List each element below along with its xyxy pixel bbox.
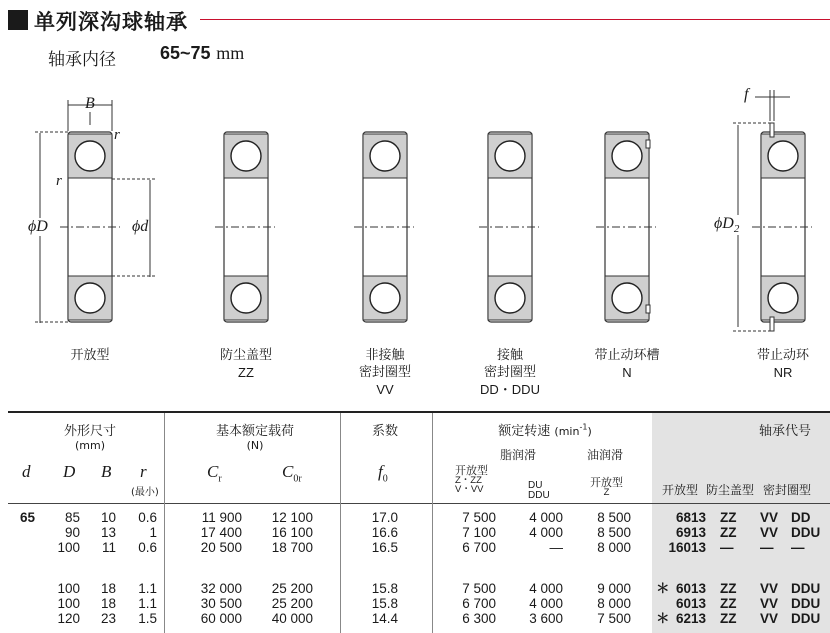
header-oil: 油润滑 xyxy=(587,448,624,462)
cell-zz: ZZ xyxy=(720,596,737,611)
cell-f0: 14.4 xyxy=(371,611,398,626)
cell-Cr: 11 900 xyxy=(201,510,242,525)
col-C0r: $C_{0r}$ xyxy=(282,462,302,485)
cell-code: 16013 xyxy=(668,540,706,555)
col-Cr: $C_r$ xyxy=(207,462,222,485)
col-r-min: (最小) xyxy=(131,487,159,498)
cell-B: 13 xyxy=(100,525,116,540)
cell-vv: VV xyxy=(760,525,779,540)
subtitle-value: 65~75 mm xyxy=(160,43,245,63)
cell-f0: 15.8 xyxy=(371,581,398,596)
caption-vv: 非接触 密封圈型 VV xyxy=(358,348,411,397)
cell-g2: — xyxy=(549,540,563,555)
label-B: B xyxy=(85,95,95,112)
cell-Cr: 17 400 xyxy=(200,525,242,540)
cell-f0: 17.0 xyxy=(371,510,398,525)
col-d: d xyxy=(22,462,31,481)
cell-C0r: 12 100 xyxy=(271,510,313,525)
cell-vv: VV xyxy=(760,581,779,596)
cell-code: 6013 xyxy=(675,581,706,596)
bearing-drawings xyxy=(0,85,830,345)
page-title: 单列深沟球轴承 xyxy=(34,10,188,34)
cell-D: 100 xyxy=(57,540,80,555)
cell-dd: DDU xyxy=(791,596,821,611)
cell-C0r: 40 000 xyxy=(271,611,313,626)
cell-vv: VV xyxy=(760,611,779,626)
table-header-rule xyxy=(8,503,830,504)
cell-Cr: 20 500 xyxy=(200,540,242,555)
label-phi-d: ϕd xyxy=(132,218,149,235)
cell-B: 10 xyxy=(100,510,116,525)
caption-dd: 接触 密封圈型 DD・DDU xyxy=(480,348,540,397)
cell-g1: 7 100 xyxy=(462,525,496,540)
cell-zz: — xyxy=(720,540,734,555)
cell-g2: 4 000 xyxy=(529,596,563,611)
cell-r: 0.6 xyxy=(138,540,157,555)
dd-bearing-drawing xyxy=(488,132,532,322)
cell-dd: — xyxy=(791,540,805,555)
oil-open-header: 开放型 Z xyxy=(590,476,623,498)
cell-D: 120 xyxy=(57,611,80,626)
cell-zz: ZZ xyxy=(720,525,737,540)
cell-C0r: 16 100 xyxy=(271,525,313,540)
label-r-left: r xyxy=(56,173,62,189)
cell-f0: 15.8 xyxy=(371,596,398,611)
cell-C0r: 25 200 xyxy=(271,581,313,596)
header-speed: 额定转速 $(\min^{-1})$ xyxy=(498,422,592,439)
cell-f0: 16.6 xyxy=(371,525,398,540)
header-factor: 系数 xyxy=(371,424,398,439)
col-D: D xyxy=(63,462,76,481)
caption-n: 带止动环槽 N xyxy=(594,348,660,380)
cell-C0r: 25 200 xyxy=(271,596,313,611)
cell-oil: 9 000 xyxy=(597,581,631,596)
cell-dd: DDU xyxy=(791,525,821,540)
col-f0: $f_0$ xyxy=(378,462,388,485)
cell-C0r: 18 700 xyxy=(271,540,313,555)
subtitle-label: 轴承内径 xyxy=(48,50,116,70)
cell-code: 6013 xyxy=(675,596,706,611)
cell-D: 85 xyxy=(64,510,80,525)
cell-g2: 4 000 xyxy=(529,525,563,540)
cell-r: 1.1 xyxy=(138,596,157,611)
cell-g2: 4 000 xyxy=(529,510,563,525)
caption-open: 开放型 xyxy=(70,348,110,363)
header-dimensions: 外形尺寸 (mm) xyxy=(63,424,116,452)
header-code: 轴承代号 xyxy=(758,424,811,439)
group1-bore: 65 xyxy=(20,510,36,525)
cell-r: 0.6 xyxy=(138,510,157,525)
caption-nr: 带止动环 NR xyxy=(756,348,809,380)
cell-dd: DDU xyxy=(791,611,821,626)
cell-g1: 6 300 xyxy=(462,611,496,626)
label-f: f xyxy=(744,86,749,103)
code-shield-header: 防尘盖型 xyxy=(706,483,755,497)
cell-zz: ZZ xyxy=(720,611,737,626)
cell-B: 11 xyxy=(101,540,116,555)
header-load: 基本额定载荷 (N) xyxy=(215,424,294,452)
cell-B: 23 xyxy=(100,611,116,626)
title-rule xyxy=(200,19,830,20)
cell-r: 1 xyxy=(149,525,157,540)
nr-bearing-drawing xyxy=(761,132,805,322)
cell-r: 1.5 xyxy=(138,611,157,626)
cell-B: 18 xyxy=(100,596,116,611)
cell-oil: 7 500 xyxy=(597,611,631,626)
cell-f0: 16.5 xyxy=(371,540,398,555)
cell-Cr: 32 000 xyxy=(200,581,242,596)
cell-oil: 8 000 xyxy=(597,596,631,611)
col-B: B xyxy=(101,462,112,481)
cell-vv: VV xyxy=(760,510,779,525)
cell-g1: 6 700 xyxy=(462,596,496,611)
n-bearing-drawing xyxy=(605,132,649,322)
cell-star: ＊ xyxy=(656,611,670,626)
cell-oil: 8 500 xyxy=(597,525,631,540)
label-phi-D: ϕD xyxy=(28,218,48,235)
cell-oil: 8 500 xyxy=(597,510,631,525)
code-open-header: 开放型 xyxy=(662,483,699,497)
cell-star: ＊ xyxy=(656,581,670,596)
cell-Cr: 60 000 xyxy=(200,611,242,626)
cell-vv: — xyxy=(760,540,774,555)
cell-zz: ZZ xyxy=(720,581,737,596)
cell-D: 90 xyxy=(64,525,80,540)
cell-oil: 8 000 xyxy=(597,540,631,555)
cell-g2: 4 000 xyxy=(529,581,563,596)
cell-g1: 7 500 xyxy=(462,510,496,525)
caption-zz: 防尘盖型 ZZ xyxy=(219,348,272,380)
cell-g2: 3 600 xyxy=(529,611,563,626)
cell-zz: ZZ xyxy=(720,510,737,525)
grease-open-header: 开放型 Z・ZZ V・VV xyxy=(455,464,488,495)
grease-du-header: DU DDU xyxy=(528,480,550,501)
table-top-rule xyxy=(8,411,830,413)
cell-g1: 6 700 xyxy=(462,540,496,555)
code-seal-header: 密封圈型 xyxy=(763,483,812,497)
open-bearing-drawing xyxy=(68,132,112,322)
cell-r: 1.1 xyxy=(138,581,157,596)
cell-B: 18 xyxy=(100,581,116,596)
cell-dd: DDU xyxy=(791,581,821,596)
cell-g1: 7 500 xyxy=(462,581,496,596)
title-marker xyxy=(8,10,28,30)
header-grease: 脂润滑 xyxy=(500,448,537,462)
cell-dd: DD xyxy=(791,510,811,525)
cell-code: 6813 xyxy=(675,510,706,525)
cell-D: 100 xyxy=(57,581,80,596)
cell-vv: VV xyxy=(760,596,779,611)
cell-code: 6913 xyxy=(675,525,706,540)
zz-bearing-drawing xyxy=(224,132,268,322)
vv-bearing-drawing xyxy=(363,132,407,322)
label-phi-D2: $\phi D_2$ xyxy=(714,215,740,236)
label-r-top: r xyxy=(114,127,120,143)
cell-code: 6213 xyxy=(675,611,706,626)
cell-Cr: 30 500 xyxy=(200,596,242,611)
col-r: r xyxy=(140,462,147,481)
cell-D: 100 xyxy=(57,596,80,611)
